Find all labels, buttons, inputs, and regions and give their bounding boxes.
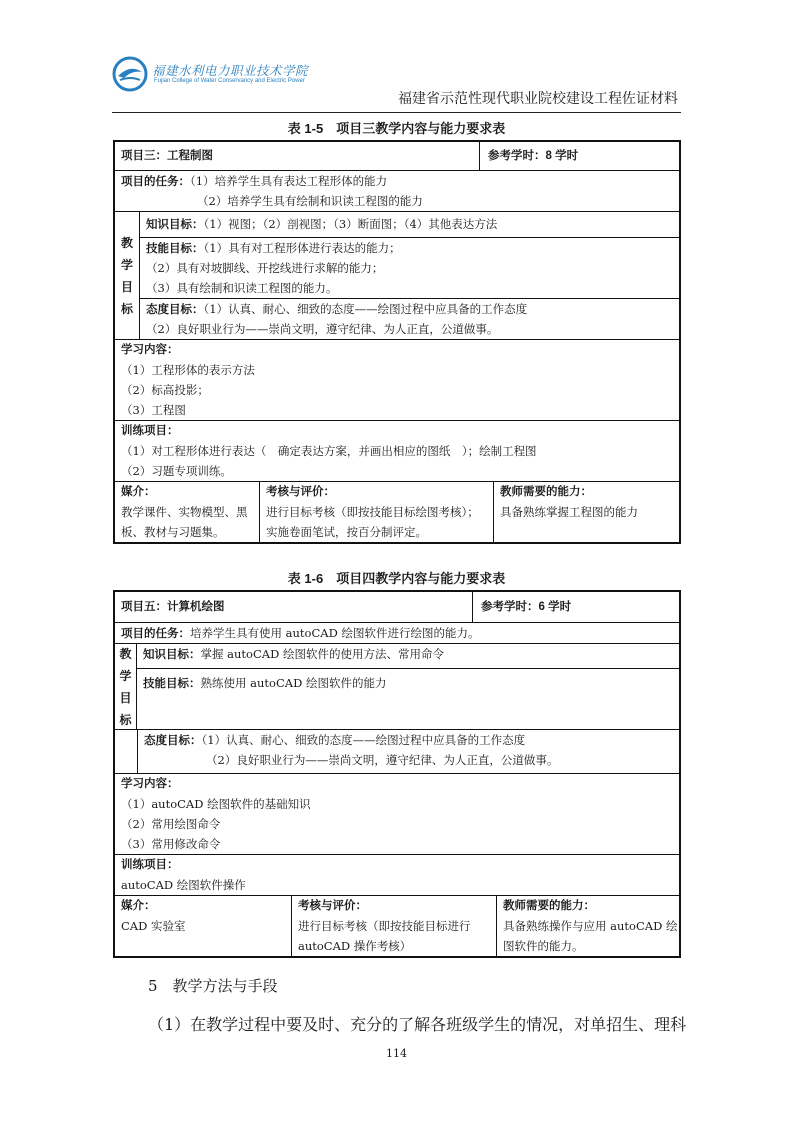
list-item: （2）常用绘图命令 (121, 817, 221, 831)
table1-project-name: 项目三：工程制图 (115, 142, 480, 170)
table1-goals (115, 212, 679, 340)
list-item: （1）autoCAD 绘图软件的基础知识 (121, 797, 311, 811)
document-title: 福建省示范性现代职业院校建设工程佐证材料 (398, 90, 678, 106)
body-paragraph: （1）在教学过程中要及时、充分的了解各班级学生的情况，对单招生、理科 (148, 1015, 687, 1034)
table1-caption: 表 1-5 项目三教学内容与能力要求表 (287, 121, 506, 136)
table1-bottom-row (115, 482, 679, 542)
table1-goal-heading: 教 学 目 标 (115, 212, 140, 339)
table2-bottom-row (115, 896, 679, 956)
table2-goal-heading: 教 学 目 标 (115, 644, 137, 729)
list-item: （1）工程形体的表示方法 (121, 363, 255, 377)
logo-emblem-icon (112, 56, 148, 92)
list-item: （2）习题专项训练。 (121, 464, 232, 478)
table1-learning-row: 学习内容： （1）工程形体的表示方法 （2）标高投影； （3）工程图 (115, 340, 679, 421)
section-heading: 5 教学方法与手段 (148, 977, 278, 995)
table2-learning-row: 学习内容： （1）autoCAD 绘图软件的基础知识 （2）常用绘图命令 （3）常用修改命令 (115, 774, 679, 855)
table1-task-label: 项目的任务： (121, 176, 190, 188)
table2-project-row (115, 592, 679, 623)
table2 (113, 590, 681, 958)
table1-training-row: 训练项目： （1）对工程形体进行表达（ 确定表达方案，并画出相应的图纸 ）；绘制工程图 （2）习题专项训练。 (115, 421, 679, 482)
table1-task-1: （1）培养学生具有表达工程形体的能力 (190, 174, 388, 188)
header-divider (112, 112, 681, 113)
table2-training-row: 训练项目： autoCAD 绘图软件操作 (115, 855, 679, 896)
table1-knowledge-goal: 知识目标：（1）视图；（2）剖视图；（3）断面图；（4）其他表达方法 (140, 212, 679, 238)
table1-task-row (115, 171, 679, 212)
page-number: 114 (386, 1047, 407, 1060)
table2-hours: 参考学时：6 学时 (481, 601, 572, 613)
table2-knowledge-goal: 知识目标：掌握 autoCAD 绘图软件的使用方法、常用命令 (137, 644, 679, 669)
table2-attitude-row (115, 730, 679, 774)
table1-hours: 参考学时：8 学时 (488, 150, 579, 162)
table2-media: 媒介： CAD 实验室 (115, 896, 292, 956)
list-item: （3）工程图 (121, 403, 186, 417)
table2-project-name: 项目五：计算机绘图 (115, 592, 473, 622)
table2-skill-goal: 技能目标：熟练使用 autoCAD 绘图软件的能力 (143, 676, 387, 690)
table1 (113, 140, 681, 544)
college-logo (112, 56, 309, 94)
table1-skill-goal: 技能目标：（1）具有对工程形体进行表达的能力； （2）具有对坡脚线、开挖线进行求解的能力； （3）具有绘制和识读工程图的能力。 (140, 238, 679, 299)
table1-teacher-ability: 教师需要的能力： 具备熟练掌握工程图的能力 (500, 486, 638, 519)
table2-assessment: 考核与评价： 进行目标考核（即按技能目标进行 autoCAD 操作考核） (292, 896, 497, 956)
table1-media: 媒介： 教学课件、实物模型、黑 板、教材与习题集。 (115, 482, 260, 542)
table2-attitude-goal: 态度目标：（1）认真、耐心、细致的态度——绘图过程中应具备的工作态度 （2）良好职业行为——崇尚文明，遵守纪律、为人正直，公道做事。 (137, 730, 679, 773)
list-item: （2）标高投影； (121, 383, 209, 397)
table1-project-row (115, 142, 679, 171)
table1-assessment: 考核与评价： 进行目标考核（即按技能目标绘图考核）； 实施卷面笔试，按百分制评定。 (260, 482, 494, 542)
logo-chinese-name: 福建水利电力职业技术学院 (152, 63, 309, 78)
table2-task-row: 项目的任务：培养学生具有使用 autoCAD 绘图软件进行绘图的能力。 (115, 623, 679, 644)
table2-teacher-ability: 教师需要的能力： 具备熟练操作与应用 autoCAD 绘 图软件的能力。 (503, 900, 678, 953)
list-item: （3）常用修改命令 (121, 837, 221, 851)
logo-english-name: Fujian College of Water Conservancy and Electric Power (154, 78, 305, 84)
table1-attitude-goal: 态度目标：（1）认真、耐心、细致的态度——绘图过程中应具备的工作态度 （2）良好职业行为——崇尚文明，遵守纪律、为人正直，公道做事。 (146, 302, 528, 336)
table1-task-2: （2）培养学生具有绘制和识读工程图的能力 (197, 194, 423, 208)
table2-goals (115, 644, 679, 730)
list-item: （1）对工程形体进行表达（ 确定表达方案，并画出相应的图纸 ）；绘制工程图 (121, 444, 537, 458)
table2-caption: 表 1-6 项目四教学内容与能力要求表 (287, 571, 506, 586)
